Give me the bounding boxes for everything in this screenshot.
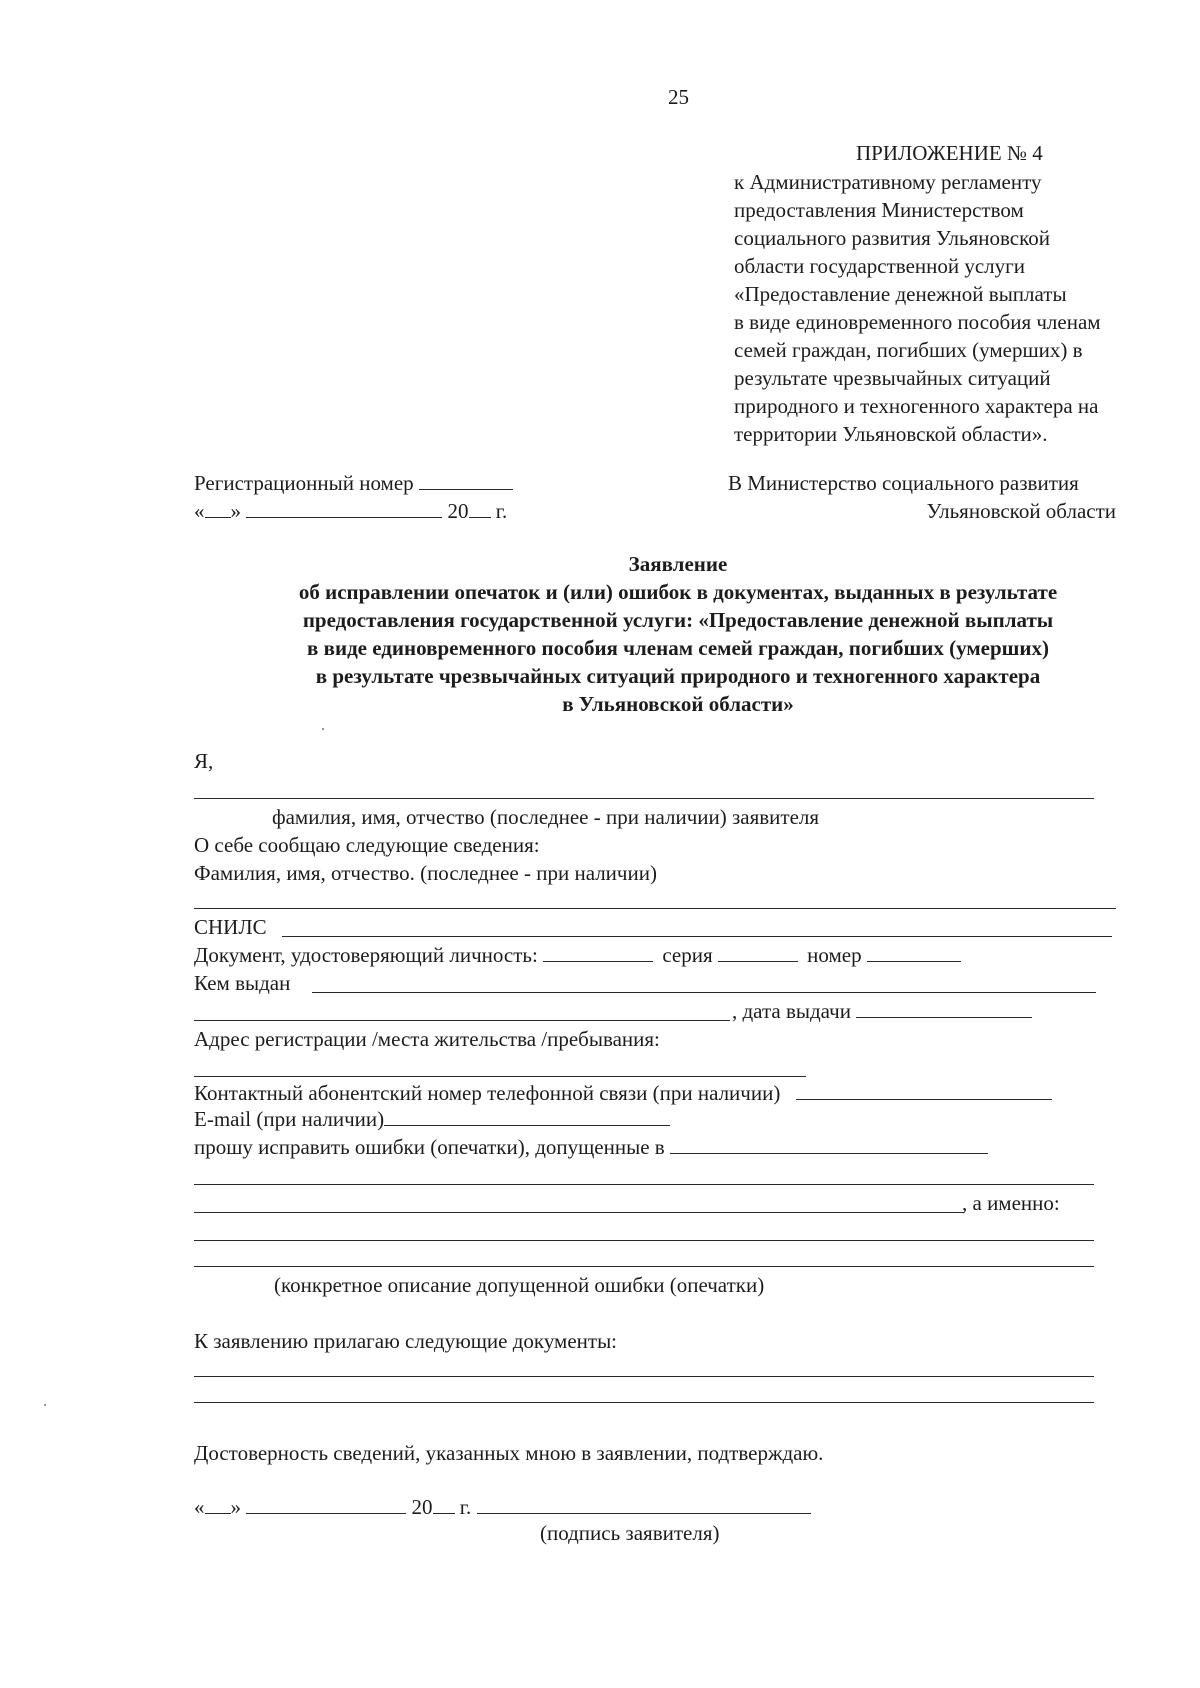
statement-line: предоставления государственной услуги: «Предоставление денежной выплаты	[302, 608, 1054, 632]
statement-heading	[0, 550, 1200, 718]
phone-row	[194, 1080, 1052, 1106]
appendix-title: ПРИЛОЖЕНИЕ № 4	[856, 141, 1043, 165]
statement-line: об исправлении опечаток и (или) ошибок в документах, выданных в результате	[298, 580, 1058, 604]
attachments-line-2[interactable]	[194, 1402, 1094, 1403]
issued-by-field-continued[interactable]	[194, 1020, 730, 1021]
signature-year-prefix: 20	[411, 1495, 433, 1519]
about-self-label: О себе сообщаю следующие сведения:	[194, 833, 540, 857]
phone-field[interactable]	[796, 1081, 1052, 1100]
fio-label: Фамилия, имя, отчество. (последнее - при наличии)	[194, 861, 657, 885]
registration-number-field[interactable]	[419, 471, 513, 490]
appendix-line: социального развития Ульяновской	[734, 226, 1050, 250]
fio-caption: фамилия, имя, отчество (последнее - при наличии) заявителя	[272, 805, 820, 829]
appendix-text	[734, 168, 1101, 448]
address-field[interactable]	[194, 1076, 806, 1077]
date-quote-close: »	[230, 1495, 241, 1519]
issued-by-label: Кем выдан	[194, 971, 291, 995]
appendix-line: природного и техногенного характера на	[734, 394, 1099, 418]
issue-date-field[interactable]	[856, 999, 1032, 1018]
series-field[interactable]	[718, 943, 798, 962]
registration-number-label: Регистрационный номер	[194, 471, 414, 495]
request-label: прошу исправить ошибки (опечатки), допущенные в	[194, 1135, 665, 1159]
id-document-type-field[interactable]	[543, 943, 653, 962]
error-line-2[interactable]	[194, 1266, 1094, 1267]
appendix-line: «Предоставление денежной выплаты	[734, 282, 1067, 306]
appendix-line: семей граждан, погибших (умерших) в	[734, 338, 1083, 362]
appendix-line: территории Ульяновской области».	[734, 422, 1048, 446]
signature-day-field[interactable]	[205, 1495, 231, 1514]
page-number: 25	[668, 85, 689, 109]
scan-speck	[44, 1404, 46, 1406]
signature-year-field[interactable]	[433, 1495, 455, 1514]
registration-year-suffix: г.	[495, 499, 508, 523]
request-document-field[interactable]	[670, 1135, 988, 1154]
id-document-row	[194, 942, 961, 968]
statement-title: Заявление	[628, 552, 728, 576]
number-label: номер	[807, 943, 862, 967]
recipient-line-2: Ульяновской области	[926, 499, 1116, 523]
appendix-line: результате чрезвычайных ситуаций	[734, 366, 1051, 390]
registration-number	[194, 470, 513, 496]
registration-day-field[interactable]	[205, 499, 231, 518]
date-quote-open: «	[194, 1495, 205, 1519]
date-quote-close: »	[230, 499, 241, 523]
registration-year-field[interactable]	[469, 499, 491, 518]
email-row	[194, 1106, 670, 1132]
request-line-1[interactable]	[194, 1184, 1094, 1185]
id-document-label: Документ, удостоверяющий личность:	[194, 943, 538, 967]
snils-label: СНИЛС	[194, 915, 267, 939]
namely-label: , а именно:	[962, 1191, 1060, 1215]
signature-year-suffix: г.	[459, 1495, 472, 1519]
request-row	[194, 1134, 988, 1160]
date-quote-open: «	[194, 499, 205, 523]
issue-date-row	[732, 998, 1032, 1024]
applicant-fio-line[interactable]	[194, 798, 1094, 799]
appendix-line: к Административному регламенту	[734, 170, 1042, 194]
appendix-line: области государственной услуги	[734, 254, 1026, 278]
signature-field[interactable]	[477, 1495, 811, 1514]
phone-label: Контактный абонентский номер телефонной связи (при наличии)	[194, 1081, 781, 1105]
signature-month-field[interactable]	[246, 1495, 406, 1514]
error-line-1[interactable]	[194, 1240, 1094, 1241]
series-label: серия	[662, 943, 713, 967]
fio-field-line[interactable]	[194, 908, 1116, 909]
statement-line: в виде единовременного пособия членам семей граждан, погибших (умерших)	[307, 636, 1049, 660]
request-line-2[interactable]	[194, 1212, 964, 1213]
issue-date-label: , дата выдачи	[732, 999, 851, 1023]
statement-line: в результате чрезвычайных ситуаций природного и техногенного характера	[315, 664, 1041, 688]
confirmation-text: Достоверность сведений, указанных мною в заявлении, подтверждаю.	[194, 1441, 824, 1465]
email-label: E-mail (при наличии)	[194, 1107, 385, 1131]
snils-field[interactable]	[282, 936, 1112, 937]
attachments-line-1[interactable]	[194, 1376, 1094, 1377]
appendix-line: в виде единовременного пособия членам	[734, 310, 1101, 334]
issued-by-field[interactable]	[312, 992, 1096, 993]
recipient-line-1: В Министерство социального развития	[728, 471, 1079, 495]
scan-speck	[322, 728, 324, 730]
registration-year-prefix: 20	[447, 499, 469, 523]
registration-date	[194, 498, 507, 524]
signature-caption: (подпись заявителя)	[540, 1521, 720, 1545]
attachments-label: К заявлению прилагаю следующие документы:	[194, 1329, 618, 1353]
statement-line: в Ульяновской области»	[562, 692, 794, 716]
i-prefix: Я,	[194, 749, 214, 773]
address-label: Адрес регистрации /места жительства /пребывания:	[194, 1027, 660, 1051]
number-field[interactable]	[867, 943, 961, 962]
error-caption: (конкретное описание допущенной ошибки (опечатки)	[274, 1273, 765, 1297]
signature-date-row	[194, 1494, 811, 1520]
appendix-line: предоставления Министерством	[734, 198, 1024, 222]
registration-month-field[interactable]	[246, 499, 442, 518]
email-field[interactable]	[384, 1107, 670, 1126]
